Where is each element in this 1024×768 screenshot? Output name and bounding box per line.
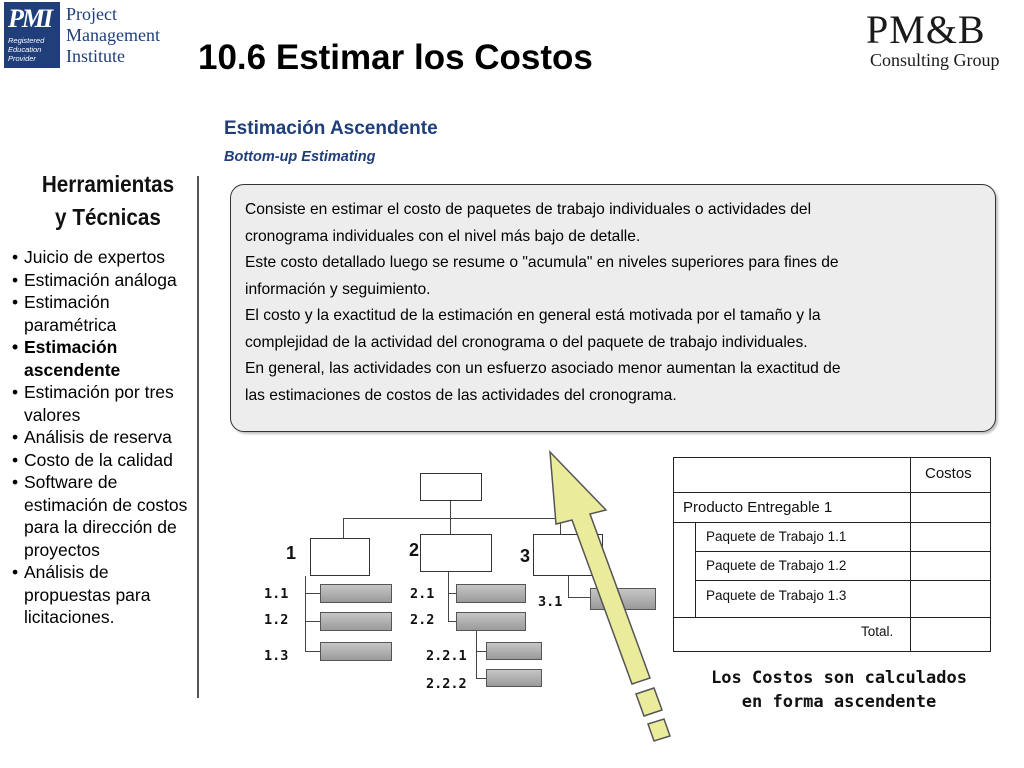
wbs-label-2: 2 bbox=[409, 540, 420, 560]
wbs-connector bbox=[476, 631, 477, 679]
wbs-connector bbox=[343, 518, 561, 519]
package-label-1-1: Paquete de Trabajo 1.1 bbox=[706, 529, 847, 544]
tool-item-estimacion-analoga: • Estimación análoga bbox=[12, 269, 192, 292]
wbs-connector bbox=[343, 518, 344, 538]
tools-list bbox=[12, 246, 192, 629]
wbs-label-1-1: 1.1 bbox=[264, 586, 289, 602]
description-text: Consiste en estimar el costo de paquetes de trabajo individuales o actividades del cronograma individuales con el nivel más bajo de detalle. Este costo detallado luego se resume o "acumula" en niveles superiores para fines de información y seguimiento. El costo y la exactitud de la estimación en general está motivada por el tamaño y la complejidad de la actividad del cronograma o del paquete de trabajo individuales. En general, las actividades con un esfuerzo asociado menor aumentan la exactitud de las estimaciones de costos de las actividades del cronograma. bbox=[245, 201, 841, 404]
wbs-node-1 bbox=[310, 538, 370, 576]
table-border bbox=[673, 651, 991, 652]
pmi-logo-name: Project Management Institute bbox=[66, 4, 160, 66]
work-package-2-2-2 bbox=[486, 669, 542, 687]
work-package-1-2 bbox=[320, 612, 392, 631]
table-border bbox=[673, 457, 991, 458]
description-box bbox=[230, 184, 996, 432]
wbs-connector bbox=[305, 651, 320, 652]
wbs-connector bbox=[448, 593, 456, 594]
wbs-connector bbox=[305, 593, 320, 594]
tool-item-software-estimacion: • Software de estimación de costos para la dirección de proyectos bbox=[12, 471, 192, 561]
table-border bbox=[673, 492, 991, 493]
cost-table bbox=[673, 457, 991, 652]
arrow-dash-1 bbox=[636, 688, 662, 716]
table-border bbox=[695, 551, 991, 552]
tool-item-estimacion-parametrica: • Estimación paramétrica bbox=[12, 291, 192, 336]
wbs-label-1-3: 1.3 bbox=[264, 648, 289, 664]
wbs-label-3: 3 bbox=[520, 546, 531, 566]
cost-header: Costos bbox=[925, 465, 972, 482]
wbs-label-2-2-1: 2.2.1 bbox=[426, 648, 467, 664]
package-label-1-3: Paquete de Trabajo 1.3 bbox=[706, 588, 847, 603]
arrow-dash-2 bbox=[648, 719, 670, 741]
work-package-2-2-1 bbox=[486, 642, 542, 660]
section-heading: Estimación Ascendente bbox=[224, 118, 438, 139]
pmb-logo bbox=[864, 6, 1020, 76]
section-subheading: Bottom-up Estimating bbox=[224, 149, 376, 165]
tool-item-analisis-propuestas: • Análisis de propuestas para licitaciones. bbox=[12, 561, 192, 629]
upward-arrow bbox=[540, 448, 690, 748]
table-border bbox=[673, 522, 991, 523]
table-border bbox=[673, 617, 991, 618]
total-label: Total. bbox=[861, 624, 894, 639]
footer-note: Los Costos son calculados en forma ascendente bbox=[711, 668, 967, 712]
wbs-root-node bbox=[420, 473, 482, 501]
table-border bbox=[910, 457, 911, 652]
pmi-logo bbox=[4, 2, 160, 68]
tool-item-tres-valores: • Estimación por tres valores bbox=[12, 381, 192, 426]
wbs-connector bbox=[305, 621, 320, 622]
wbs-label-2-2: 2.2 bbox=[410, 612, 435, 628]
table-border bbox=[695, 580, 991, 581]
tool-item-costo-calidad: • Costo de la calidad bbox=[12, 449, 192, 472]
work-package-1-3 bbox=[320, 642, 392, 661]
work-package-1-1 bbox=[320, 584, 392, 603]
tool-item-estimacion-ascendente: • Estimación ascendente bbox=[12, 336, 192, 381]
wbs-label-1: 1 bbox=[286, 543, 297, 563]
work-package-2-1 bbox=[456, 584, 526, 603]
tool-item-analisis-reserva: • Análisis de reserva bbox=[12, 426, 192, 449]
wbs-connector bbox=[305, 576, 306, 652]
wbs-connector bbox=[476, 651, 486, 652]
wbs-connector bbox=[450, 501, 451, 518]
wbs-label-2-2-2: 2.2.2 bbox=[426, 676, 467, 692]
arrow-head-and-shaft bbox=[550, 452, 650, 684]
slide-title: 10.6 Estimar los Costos bbox=[198, 38, 593, 77]
table-border bbox=[695, 522, 696, 617]
left-divider bbox=[197, 176, 199, 698]
wbs-node-2 bbox=[420, 534, 492, 572]
deliverable-label: Producto Entregable 1 bbox=[683, 499, 833, 516]
wbs-connector bbox=[450, 518, 451, 534]
work-package-2-2 bbox=[456, 612, 526, 631]
package-label-1-2: Paquete de Trabajo 1.2 bbox=[706, 558, 847, 573]
wbs-connector bbox=[448, 572, 449, 622]
pmb-logo-main: PM&B bbox=[866, 7, 986, 52]
wbs-label-3-1: 3.1 bbox=[538, 594, 563, 610]
pmi-logo-mark: PMI Registered Education Provider bbox=[4, 2, 60, 68]
wbs-label-1-2: 1.2 bbox=[264, 612, 289, 628]
wbs-label-2-1: 2.1 bbox=[410, 586, 435, 602]
tool-item-juicio-expertos: • Juicio de expertos bbox=[12, 246, 192, 269]
tools-title: Herramientas y Técnicas bbox=[41, 171, 175, 230]
wbs-connector bbox=[448, 621, 456, 622]
pmb-logo-sub: Consulting Group bbox=[870, 50, 1000, 70]
table-border bbox=[990, 457, 991, 652]
wbs-connector bbox=[476, 678, 486, 679]
